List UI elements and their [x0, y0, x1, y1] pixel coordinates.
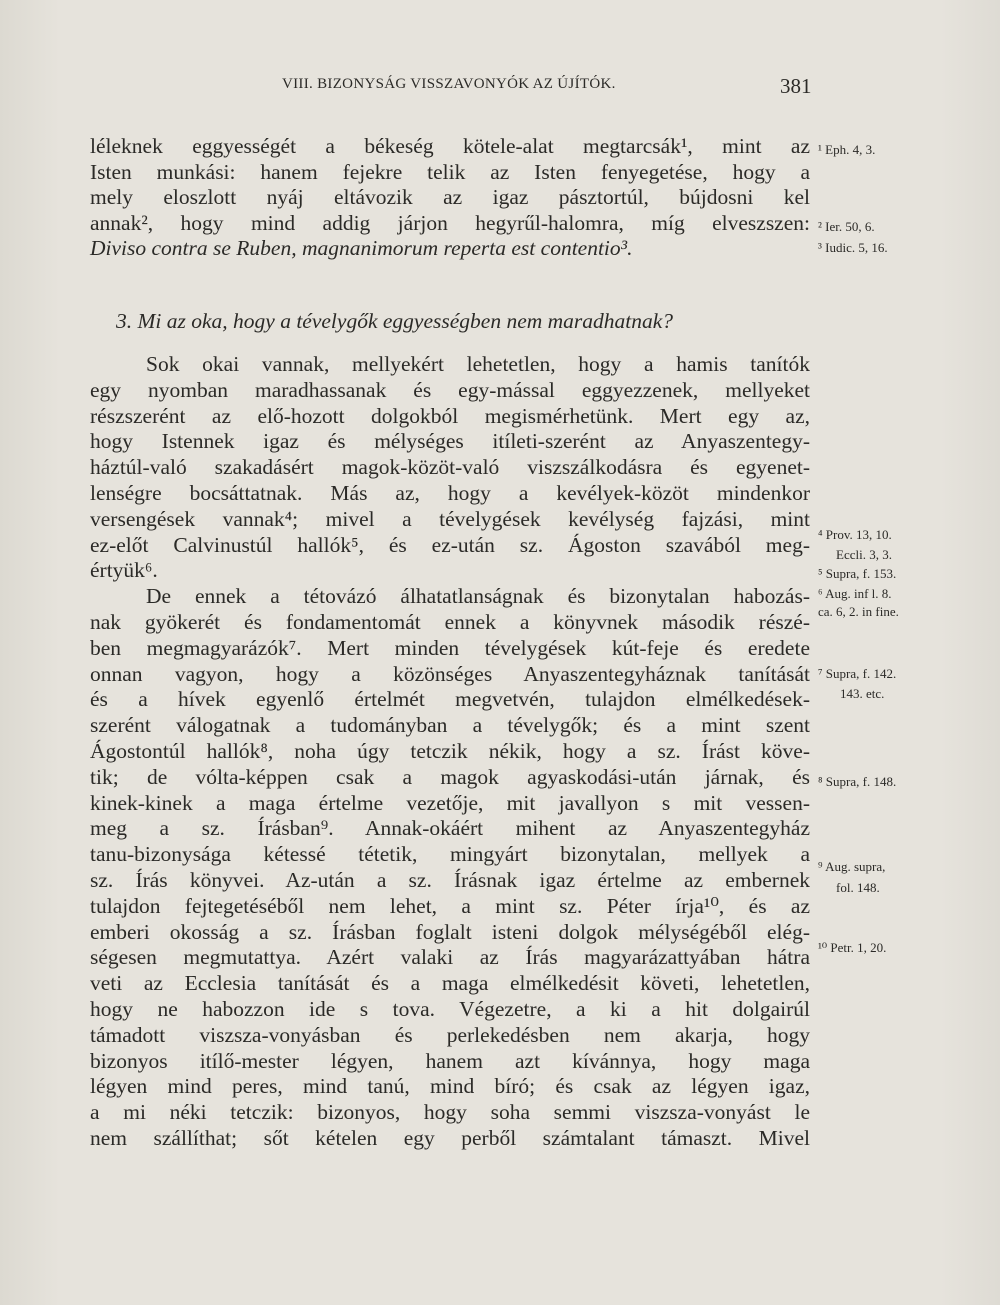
text-line: Ágostontúl hallók⁸, noha úgy tetczik nékik, hogy a sz. Írást köve-	[90, 738, 810, 763]
text-line: léleknek eggyességét a békeség kötele-alat megtarcsák¹, mint az	[90, 134, 810, 158]
text-line: hogy Istennek igaz és mélységes itíleti-szerént az Anyaszentegy-	[90, 429, 810, 454]
text-line: értyük⁶.	[90, 558, 158, 583]
text-line: szerént válogatnak a tudományban a tévelygők; és a mint szent	[90, 713, 810, 738]
margin-note: fol. 148.	[836, 880, 880, 895]
text-line: tulajdon fejtegetéséből nem lehet, a mint sz. Péter írja¹⁰, és az	[90, 893, 810, 918]
text-line: háztúl-való szakadásért magok-közöt-való viszszálkodásra és egyenet-	[90, 455, 810, 480]
text-line: onnan vagyon, hogy a közönséges Anyaszentegyháznak tanítását	[90, 661, 810, 686]
text-line: nak gyökerét és fondamentomát ennek a könyvnek második részé-	[90, 609, 810, 634]
text-line: emberi okosság a sz. Írásban foglalt isteni dolgok mélységéből elég-	[90, 919, 810, 944]
text-line: és a hívek egyenlő értelmét megvetvén, tulajdon elmélkedések-	[90, 687, 810, 712]
section-heading: 3. Mi az oka, hogy a tévelygők eggyességben nem maradhatnak?	[116, 309, 674, 333]
text-line: tik; de vólta-képpen csak a magok agyaskodási-után járnak, és	[90, 764, 810, 789]
margin-note: ⁹ Aug. supra,	[818, 859, 886, 874]
text-line: veti az Ecclesia tanítását és a maga elmélkedésit követi, lehetetlen,	[90, 971, 810, 996]
text-line: lenségre bocsáttatnak. Más az, hogy a kevélyek-közöt mindenkor	[90, 480, 810, 505]
text-line: mely eloszlott nyáj eltávozik az igaz pásztortúl, bújdosni kel	[90, 185, 810, 210]
margin-note: ⁸ Supra, f. 148.	[818, 774, 897, 789]
margin-note: 143. etc.	[840, 686, 885, 701]
text-line: De ennek a tétovázó álhatatlanságnak és bizonytalan habozás-	[146, 584, 810, 609]
margin-note: ¹ Eph. 4, 3.	[818, 142, 876, 157]
margin-note: ⁶ Aug. inf l. 8.	[818, 586, 892, 601]
text-line: egy nyomban maradhassanak és egy-mással eggyezzenek, mellyeket	[90, 377, 810, 402]
paragraph-2	[90, 352, 810, 1152]
margin-note: ⁴ Prov. 13, 10.	[818, 527, 892, 542]
text-line: tanu-bizonysága kétessé tétetik, mingyárt bizonytalan, mellyek a	[90, 842, 810, 867]
text-line: ségesen megmutattya. Azért valaki az Írás magyarázattyában hátra	[90, 945, 810, 970]
running-header: VIII. BIZONYSÁG VISSZAVONYÓK AZ ÚJÍTÓK.	[282, 76, 616, 92]
text-line: sz. Írás könyvei. Az-után a sz. Írásnak igaz értelme az embernek	[90, 867, 810, 892]
page-number: 381	[780, 74, 812, 98]
margin-note: ¹⁰ Petr. 1, 20.	[818, 940, 887, 955]
margin-note: ² Ier. 50, 6.	[818, 219, 875, 234]
text-line: Isten munkási: hanem fejekre telik az Isten fenyegetése, hogy a	[90, 159, 810, 184]
text-line: nem szállíthat; sőt kételen egy perből számtalant támaszt. Mivel	[90, 1125, 810, 1150]
latin-quote-line: Diviso contra se Ruben, magnanimorum reperta est contentio³.	[90, 236, 633, 261]
paragraph-1	[90, 134, 810, 262]
margin-note: ³ Iudic. 5, 16.	[818, 240, 888, 255]
text-line: támadott viszsza-vonyásban és perlekedésben nem akarja, hogy	[90, 1022, 810, 1047]
text-line: légyen mind peres, mind tanú, mind bíró; és csak az légyen igaz,	[90, 1074, 810, 1099]
text-line: a mi néki tetczik: bizonyos, hogy soha semmi viszsza-vonyást le	[90, 1100, 810, 1125]
margin-note: Eccli. 3, 3.	[836, 547, 892, 562]
margin-note: ca. 6, 2. in fine.	[818, 604, 899, 619]
text-line: kinek-kinek a maga értelme vezetője, mit javallyon s mit vessen-	[90, 790, 810, 815]
text-line: hogy ne habozzon ide s tova. Végezetre, a ki a hit dolgairúl	[90, 996, 810, 1021]
text-line: bizonyos itílő-mester légyen, hanem azt kívánnya, hogy maga	[90, 1048, 810, 1073]
text-line: részszerént az elő-hozott dolgokból megismérhetünk. Mert egy az,	[90, 403, 810, 428]
margin-note: ⁷ Supra, f. 142.	[818, 666, 897, 681]
text-line: ben megmagyarázók⁷. Mert minden tévelygések kút-feje és eredete	[90, 635, 810, 660]
text-line: ez-előt Calvinustúl hallók⁵, és ez-után sz. Ágoston szavából meg-	[90, 532, 810, 557]
text-line: versengések vannak⁴; mivel a tévelygések kevélység fajzási, mint	[90, 506, 810, 531]
text-line: meg a sz. Írásban⁹. Annak-okáért mihent az Anyaszentegyház	[90, 816, 810, 841]
text-line: Sok okai vannak, mellyekért lehetetlen, hogy a hamis tanítók	[146, 352, 810, 376]
margin-note: ⁵ Supra, f. 153.	[818, 566, 897, 581]
text-line: annak², hogy mind addig járjon hegyrűl-halomra, míg elveszszen:	[90, 210, 810, 235]
